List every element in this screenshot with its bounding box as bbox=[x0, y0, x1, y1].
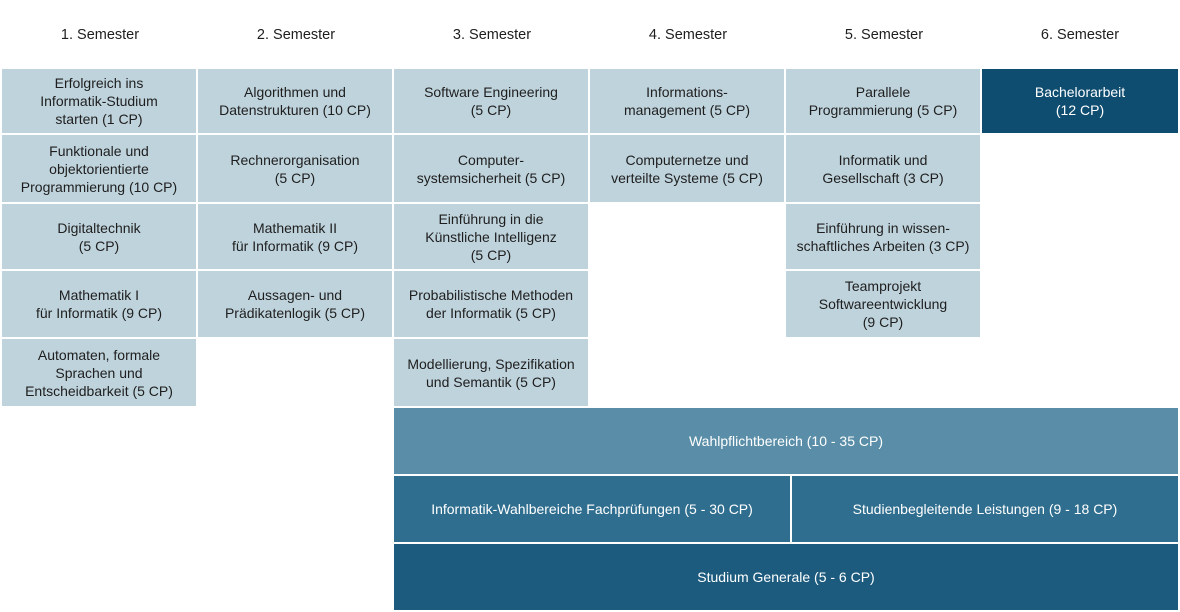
module-software-engineering: Software Engineering (5 CP) bbox=[394, 69, 588, 133]
module-modellierung: Modellierung, Spezifikation und Semantik (5 CP) bbox=[394, 339, 588, 406]
semester-5-header: 5. Semester bbox=[844, 27, 924, 43]
module-parallele-programmierung: Parallele Programmierung (5 CP) bbox=[786, 69, 980, 133]
wahlpflichtbereich-bar: Wahlpflichtbereich (10 - 35 CP) bbox=[394, 408, 1178, 474]
semester-2-header: 2. Semester bbox=[256, 27, 336, 43]
module-mathematik-1: Mathematik I für Informatik (9 CP) bbox=[2, 271, 196, 337]
module-computernetze: Computernetze und verteilte Systeme (5 CP) bbox=[590, 135, 784, 202]
module-erfolgreich-starten: Erfolgreich ins Informatik-Studium starten (1 CP) bbox=[2, 69, 196, 133]
module-logik: Aussagen- und Prädikatenlogik (5 CP) bbox=[198, 271, 392, 337]
module-informatik-gesellschaft: Informatik und Gesellschaft (3 CP) bbox=[786, 135, 980, 202]
semester-3-header: 3. Semester bbox=[452, 27, 532, 43]
module-teamprojekt: Teamprojekt Softwareentwicklung (9 CP) bbox=[786, 271, 980, 337]
studium-generale-bar: Studium Generale (5 - 6 CP) bbox=[394, 544, 1178, 610]
module-mathematik-2: Mathematik II für Informatik (9 CP) bbox=[198, 204, 392, 269]
module-rechnerorganisation: Rechnerorganisation (5 CP) bbox=[198, 135, 392, 202]
module-wissenschaftliches-arbeiten: Einführung in wissen- schaftliches Arbeiten (3 CP) bbox=[786, 204, 980, 269]
module-automaten: Automaten, formale Sprachen und Entscheidbarkeit (5 CP) bbox=[2, 339, 196, 406]
semester-1-header: 1. Semester bbox=[60, 27, 140, 43]
module-algorithmen: Algorithmen und Datenstrukturen (10 CP) bbox=[198, 69, 392, 133]
module-funktionale-programmierung: Funktionale und objektorientierte Programmierung (10 CP) bbox=[2, 135, 196, 202]
module-informationsmanagement: Informations- management (5 CP) bbox=[590, 69, 784, 133]
module-probabilistische-methoden: Probabilistische Methoden der Informatik (5 CP) bbox=[394, 271, 588, 337]
semester-4-header: 4. Semester bbox=[648, 27, 728, 43]
module-digitaltechnik: Digitaltechnik (5 CP) bbox=[2, 204, 196, 269]
studienbegleitende-leistungen-bar: Studienbegleitende Leistungen (9 - 18 CP) bbox=[792, 476, 1178, 542]
module-bachelorarbeit: Bachelorarbeit (12 CP) bbox=[982, 69, 1178, 133]
fachpruefungen-bar: Informatik-Wahlbereiche Fachprüfungen (5 - 30 CP) bbox=[394, 476, 790, 542]
module-systemsicherheit: Computer- systemsicherheit (5 CP) bbox=[394, 135, 588, 202]
module-kuenstliche-intelligenz: Einführung in die Künstliche Intelligenz (5 CP) bbox=[394, 204, 588, 269]
semester-6-header: 6. Semester bbox=[1040, 27, 1120, 43]
